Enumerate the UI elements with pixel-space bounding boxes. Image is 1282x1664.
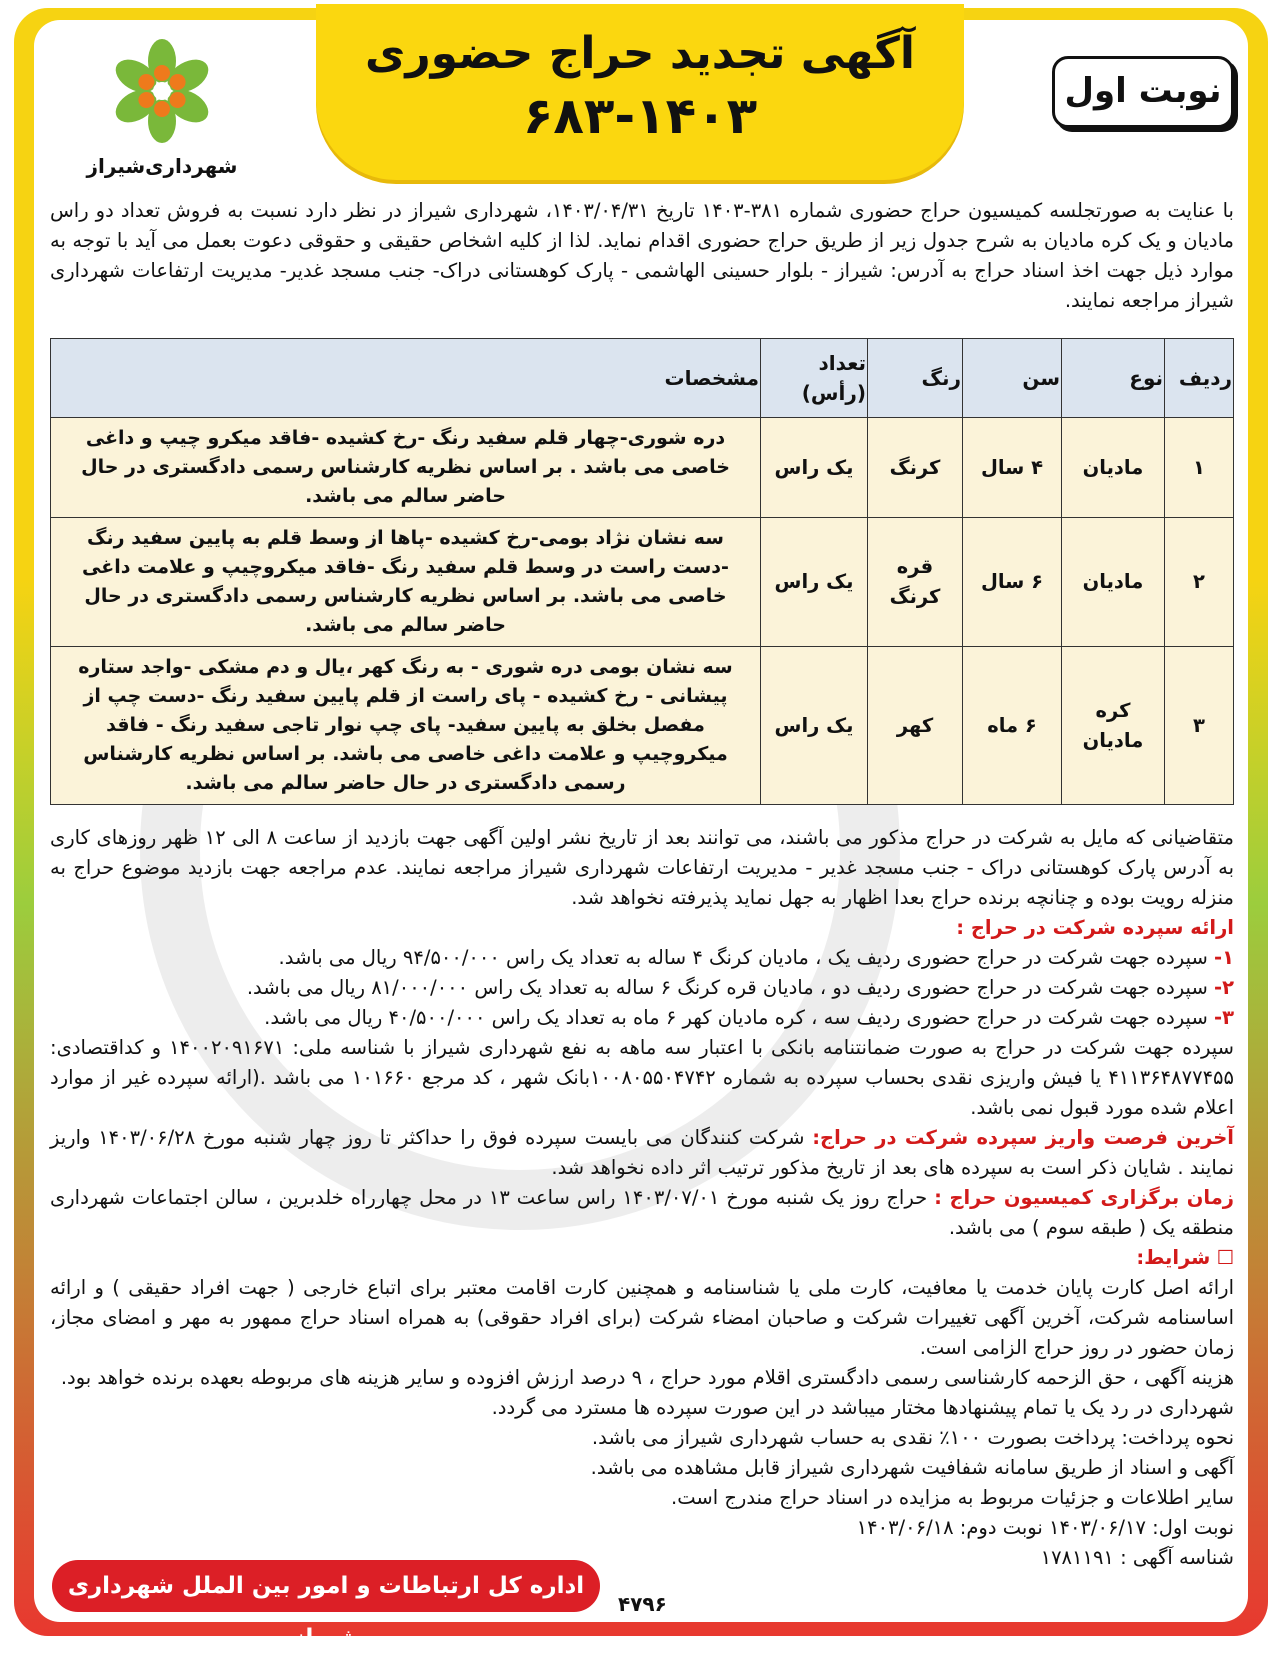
municipality-logo <box>72 36 252 186</box>
condition-line: ارائه اصل کارت پایان خدمت یا معافیت، کارت ملی یا شناسنامه و همچنین کارت اقامت معتبر برای اتباع خارجی ( جهت افراد حقیقی ) و ارائه اساسنامه شرکت، آخرین آگهی تغییرات شرکت و صاحبان امضاء شرکت (برای افراد حقوقی) به همراه اسناد حراج ممهور به مهر و امضای مجاز، زمان حضور در روز حراج الزامی است. <box>50 1276 1234 1359</box>
cell-row: ۳ <box>1165 647 1234 805</box>
deposit-note: سپرده جهت شرکت در حراج به صورت ضمانتنامه بانکی با اعتبار سه ماهه به نفع شهرداری شیراز با شناسه ملی: ۱۴۰۰۲۰۹۱۶۷۱ و کداقتصادی: ۴۱۱۳۶۴۸۷۷۴۵۵ یا فیش واریزی نقدی بحساب سپرده به شماره ۱۰۰۸۰۵۵۰۴۷۴۲بانک شهر ، کد مرجع ۱۰۱۶۶۰ می باشد .(ارائه سپرده غیر از موارد اعلام شده مورد قبول نمی باشد. <box>50 1036 1234 1119</box>
cell-color: کرنگ <box>868 418 963 518</box>
items-table <box>50 338 1234 805</box>
flower-logo-icon <box>102 36 222 146</box>
cell-type: کره مادیان <box>1062 647 1165 805</box>
deposit-item-text: سپرده جهت شرکت در حراج حضوری ردیف دو ، مادیان قره کرنگ ۶ ساله به تعداد یک راس ۸۱/۰۰۰/۰۰۰ ریال می باشد. <box>246 976 1208 999</box>
deposit-item <box>50 1003 1234 1033</box>
cell-color: کهر <box>868 647 963 805</box>
ad-id: شناسه آگهی : ۱۷۸۱۱۹۱ <box>1040 1546 1234 1569</box>
cell-count: یک راس <box>761 418 868 518</box>
cell-row: ۲ <box>1165 518 1234 647</box>
session-heading: زمان برگزاری کمیسیون حراج : <box>934 1186 1235 1209</box>
col-desc: مشخصات <box>51 339 761 418</box>
cell-age: ۴ سال <box>963 418 1062 518</box>
checkbox-square-icon: ☐ <box>1216 1246 1234 1269</box>
condition-line: آگهی و اسناد از طریق سامانه شفافیت شهرداری شیراز قابل مشاهده می باشد. <box>590 1456 1234 1479</box>
notice-title: آگهی تجدید حراج حضوری <box>365 28 915 79</box>
cell-desc: سه نشان نژاد بومی-رخ کشیده -پاها از وسط قلم به پایین سفید رنگ -دست راست در وسط قلم سفید رنگ -فاقد میکروچیپ و علامت داغی خاصی می باشد. بر اساس نظریه کارشناس رسمی دادگستری در حال حاضر سالم می باشد. <box>51 518 761 647</box>
department-banner: اداره کل ارتباطات و امور بین الملل شهرداری شیراز <box>52 1560 600 1612</box>
conditions-heading-line <box>50 1243 1234 1273</box>
condition-line: هزینه آگهی ، حق الزحمه کارشناسی رسمی دادگستری اقلام مورد حراج ، ۹ درصد ارزش افزوده و سایر هزینه های مربوطه بعهده برنده خواهد بود. <box>60 1366 1234 1389</box>
notice-body <box>50 196 1234 1573</box>
cell-age: ۶ سال <box>963 518 1062 647</box>
intro-paragraph: با عنایت به صورتجلسه کمیسیون حراج حضوری شماره ۳۸۱-۱۴۰۳ تاریخ ۱۴۰۳/۰۴/۳۱، شهرداری شیراز در نظر دارد نسبت به فروش تعداد دو راس مادیان و یک کره مادیان به شرح جدول زیر از طریق حراج حضوری اقدام نماید. لذا از کلیه اشخاص حقیقی و حقوقی دعوت بعمل می آید با توجه به موارد ذیل جهت اخذ اسناد حراج به آدرس: شیراز - بلوار حسینی الهاشمی - پارک کوهستانی دراک- جنب مسجد غدیر- مدیریت ارتفاعات شهرداری شیراز مراجعه نمایند. <box>50 199 1234 312</box>
deadline-heading: آخرین فرصت واریز سپرده شرکت در حراج: <box>812 1126 1234 1149</box>
deposit-item-number: ۲- <box>1214 976 1234 999</box>
deposit-heading: ارائه سپرده شرکت در حراج : <box>956 916 1234 939</box>
condition-line: سایر اطلاعات و جزئیات مربوط به مزایده در اسناد حراج مندرج است. <box>671 1486 1234 1509</box>
header-banner <box>316 4 964 180</box>
after-table-section <box>50 823 1234 1573</box>
deposit-item-text: سپرده جهت شرکت در حراج حضوری ردیف یک ، مادیان کرنگ ۴ ساله به تعداد یک راس ۹۴/۵۰۰/۰۰۰ ریال می باشد. <box>278 946 1208 969</box>
deposit-item-number: ۳- <box>1214 1006 1234 1029</box>
deposit-item-text: سپرده جهت شرکت در حراج حضوری ردیف سه ، کره مادیان کهر ۶ ماه به تعداد یک راس ۴۰/۵۰۰/۰۰۰ ریال می باشد. <box>264 1006 1208 1029</box>
ad-code: ۴۷۹۶ <box>618 1592 667 1616</box>
notice-number: ۶۸۳-۱۴۰۳ <box>522 87 758 145</box>
deposit-item-number: ۱- <box>1214 946 1234 969</box>
cell-color: قره کرنگ <box>868 518 963 647</box>
cell-count: یک راس <box>761 647 868 805</box>
session-paragraph <box>50 1183 1234 1243</box>
publication-dates: نوبت اول: ۱۴۰۳/۰۶/۱۷ نوبت دوم: ۱۴۰۳/۰۶/۱۸ <box>856 1516 1234 1539</box>
col-age: سن <box>963 339 1062 418</box>
cell-desc: دره شوری-چهار قلم سفید رنگ -رخ کشیده -فاقد میکرو چیپ و داغی خاصی می باشد . بر اساس نظریه کارشناس رسمی دادگستری در حال حاضر سالم می باشد. <box>51 418 761 518</box>
cell-desc: سه نشان بومی دره شوری - به رنگ کهر ،یال و دم مشکی -واجد ستاره پیشانی - رخ کشیده - پای راست از قلم پایین سفید رنگ -دست چپ از مفصل بخلق به پایین سفید- پای چپ نوار تاجی سفید رنگ - فاقد میکروچیپ و علامت داغی خاصی می باشد. بر اساس نظریه کارشناس رسمی دادگستری در حال حاضر سالم می باشد. <box>51 647 761 805</box>
condition-line: نحوه پرداخت: پرداخت بصورت ۱۰۰٪ نقدی به حساب شهرداری شیراز می باشد. <box>591 1426 1234 1449</box>
table-row <box>51 647 1234 805</box>
col-row: ردیف <box>1165 339 1234 418</box>
conditions-heading: شرایط: <box>1136 1246 1211 1269</box>
condition-line: شهرداری در رد یک یا تمام پیشنهادها مختار میباشد در این صورت سپرده ها مسترد می گردد. <box>491 1396 1234 1419</box>
cell-count: یک راس <box>761 518 868 647</box>
cell-type: مادیان <box>1062 418 1165 518</box>
col-type: نوع <box>1062 339 1165 418</box>
session-text: حراج روز یک شنبه مورخ ۱۴۰۳/۰۷/۰۱ راس ساعت ۱۳ در محل چهارراه خلدبرین ، سالن اجتماعات شهرداری منطقه یک ( طبقه سوم ) می باشد. <box>50 1186 1234 1239</box>
col-color: رنگ <box>868 339 963 418</box>
round-badge: نوبت اول <box>1052 56 1234 128</box>
table-row <box>51 418 1234 518</box>
cell-age: ۶ ماه <box>963 647 1062 805</box>
deadline-text: شرکت کنندگان می بایست سپرده فوق را حداکثر تا روز چهار شنبه مورخ ۱۴۰۳/۰۶/۲۸ واریز نمایند . شایان ذکر است به سپرده های بعد از تاریخ مذکور ترتیب اثر داده نخواهد شد. <box>50 1126 1234 1179</box>
deadline-paragraph <box>50 1123 1234 1183</box>
logo-text: شهرداری‌شیراز <box>86 154 238 178</box>
col-count: تعداد (رأس) <box>761 339 868 418</box>
visit-paragraph: متقاضیانی که مایل به شرکت در حراج مذکور می باشند، می توانند بعد از تاریخ نشر اولین آگهی جهت بازدید از ساعت ۸ الی ۱۲ ظهر روزهای کاری به آدرس پارک کوهستانی دراک - جنب مسجد غدیر - مدیریت ارتفاعات شهرداری شیراز مراجعه نمایند. عدم مراجعه جهت بازدید موضوع حراج به منزله رویت بوده و چنانچه برنده حراج بعدا اظهار به جهل نماید پذیرفته نخواهد شد. <box>50 826 1234 909</box>
deposit-item <box>50 973 1234 1003</box>
deposit-item <box>50 943 1234 973</box>
cell-type: مادیان <box>1062 518 1165 647</box>
table-row <box>51 518 1234 647</box>
table-header-row <box>51 339 1234 418</box>
cell-row: ۱ <box>1165 418 1234 518</box>
